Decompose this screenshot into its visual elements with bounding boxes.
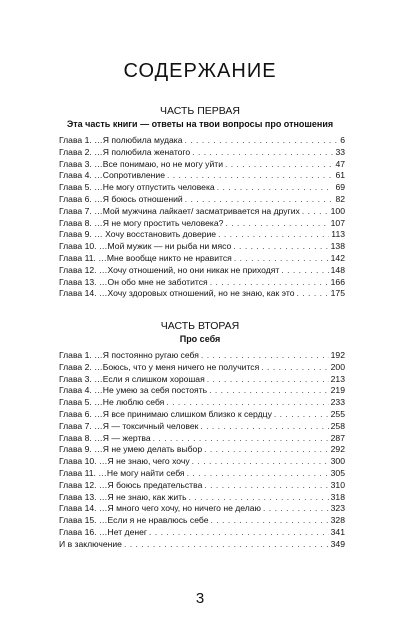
toc-entry xyxy=(59,409,345,421)
dot-leader xyxy=(207,374,329,386)
dot-leader xyxy=(274,409,329,421)
toc-entry xyxy=(59,444,345,456)
dot-leader xyxy=(124,539,329,551)
toc-entry-page: 233 xyxy=(330,397,345,408)
toc-entry-title: Глава 3. …Если я слишком хорошая xyxy=(59,373,205,384)
dot-leader xyxy=(189,492,329,504)
toc-entry xyxy=(59,159,345,171)
dot-leader xyxy=(200,421,328,433)
toc-entry-page: 310 xyxy=(330,479,345,490)
toc-entry-page: 166 xyxy=(330,276,345,287)
toc-entry xyxy=(59,503,345,515)
toc-entry xyxy=(59,147,345,159)
toc-entry-title: Глава 6. …Я все принимаю слишком близко к сердцу xyxy=(59,408,272,419)
toc-entry xyxy=(59,241,345,253)
toc-entry-page: 82 xyxy=(335,193,345,204)
dot-leader xyxy=(204,444,329,456)
toc-entry-page: 341 xyxy=(330,526,345,537)
toc-entry xyxy=(59,182,345,194)
toc-entry xyxy=(59,135,345,147)
toc-entry xyxy=(59,492,345,504)
toc-entry xyxy=(59,194,345,206)
toc-entry-title: Глава 4. …Сопротивление xyxy=(59,170,165,181)
dot-leader xyxy=(302,206,329,218)
toc-entry-title: Глава 5. …Не люблю себя xyxy=(59,397,165,408)
part-two-toc xyxy=(59,350,345,551)
toc-entry xyxy=(59,468,345,480)
toc-entry-page: 328 xyxy=(330,515,345,526)
dot-leader xyxy=(204,480,328,492)
toc-entry-page: 148 xyxy=(330,264,345,275)
toc-entry-page: 219 xyxy=(330,385,345,396)
dot-leader xyxy=(225,218,328,230)
toc-entry-title: Глава 12. …Хочу отношений, но они никак не приходят xyxy=(59,264,280,275)
toc-entry-page: 255 xyxy=(330,408,345,419)
toc-entry-title: Глава 5. …Не могу отпустить человека xyxy=(59,182,215,193)
toc-entry-page: 292 xyxy=(330,444,345,455)
toc-entry-page: 300 xyxy=(330,456,345,467)
dot-leader xyxy=(185,135,339,147)
dot-leader xyxy=(225,159,333,171)
part-one-subtitle: Эта часть книги — ответы на твои вопросы про отношения xyxy=(66,119,334,129)
dot-leader xyxy=(281,265,328,277)
toc-entry xyxy=(59,288,345,300)
toc-entry-page: 47 xyxy=(335,158,345,169)
toc-entry xyxy=(59,374,345,386)
toc-entry-title: Глава 14. …Я много чего хочу, но ничего не делаю xyxy=(59,503,262,514)
dot-leader xyxy=(153,433,329,445)
toc-entry-page: 142 xyxy=(330,252,345,263)
toc-entry xyxy=(59,539,345,551)
toc-entry xyxy=(59,229,345,241)
dot-leader xyxy=(297,288,329,300)
toc-entry-page: 318 xyxy=(330,491,345,502)
dot-leader xyxy=(167,170,333,182)
toc-entry-page: 258 xyxy=(330,420,345,431)
toc-entry-page: 349 xyxy=(330,538,345,549)
toc-entry-page: 287 xyxy=(330,432,345,443)
dot-leader xyxy=(192,147,333,159)
toc-entry xyxy=(59,385,345,397)
toc-entry-title: Глава 4. …Не умею за себя постоять xyxy=(59,385,208,396)
toc-entry-page: 305 xyxy=(330,467,345,478)
toc-entry xyxy=(59,515,345,527)
toc-entry-page: 138 xyxy=(330,241,345,252)
page-number: 3 xyxy=(195,590,205,607)
dot-leader xyxy=(233,241,328,253)
dot-leader xyxy=(185,194,334,206)
dot-leader xyxy=(201,350,329,362)
toc-entry-title: Глава 13. …Он обо мне не заботится xyxy=(59,276,208,287)
toc-entry-title: Глава 14. …Хочу здоровых отношений, но не знаю, как это xyxy=(59,288,295,299)
toc-entry-title: Глава 13. …Я не знаю, как жить xyxy=(59,491,187,502)
toc-entry-title: Глава 8. …Я — жертва xyxy=(59,432,151,443)
dot-leader xyxy=(234,253,329,265)
part-one-heading: ЧАСТЬ ПЕРВАЯ xyxy=(159,105,241,117)
toc-entry-title: Глава 11. …Мне вообще никто не нравится xyxy=(59,252,232,263)
toc-entry-page: 33 xyxy=(335,146,345,157)
toc-entry xyxy=(59,206,345,218)
toc-entry-page: 107 xyxy=(330,217,345,228)
toc-entry xyxy=(59,277,345,289)
dot-leader xyxy=(209,385,329,397)
dot-leader xyxy=(149,527,329,539)
toc-entry xyxy=(59,218,345,230)
toc-entry-page: 69 xyxy=(335,182,345,193)
dot-leader xyxy=(192,456,329,468)
toc-entry-title: Глава 2. …Боюсь, что у меня ничего не получится xyxy=(59,361,260,372)
toc-entry xyxy=(59,362,345,374)
toc-entry-page: 200 xyxy=(330,361,345,372)
toc-entry-page: 192 xyxy=(330,350,345,360)
toc-entry-page: 6 xyxy=(340,135,345,145)
toc-entry-page: 100 xyxy=(330,205,345,216)
toc-entry-page: 323 xyxy=(330,503,345,514)
toc-entry-page: 175 xyxy=(330,288,345,299)
dot-leader xyxy=(261,362,328,374)
toc-entry-title: Глава 6. …Я боюсь отношений xyxy=(59,193,183,204)
toc-entry xyxy=(59,397,345,409)
part-two-subtitle: Про себя xyxy=(179,334,221,344)
toc-entry-title: Глава 9. … Хочу восстановить доверие xyxy=(59,229,217,240)
toc-entry-title: Глава 10. …Я не знаю, чего хочу xyxy=(59,456,190,467)
toc-entry-title: Глава 7. …Я — токсичный человек xyxy=(59,420,199,431)
dot-leader xyxy=(263,503,329,515)
toc-entry-title: Глава 1. …Я постоянно ругаю себя xyxy=(59,350,199,360)
toc-entry xyxy=(59,170,345,182)
dot-leader xyxy=(218,229,329,241)
dot-leader xyxy=(217,182,334,194)
toc-entry-page: 61 xyxy=(335,170,345,181)
toc-entry-title: Глава 11. …Не могу найти себя xyxy=(59,467,185,478)
toc-entry-title: Глава 12. …Я боюсь предательства xyxy=(59,479,203,490)
toc-entry-title: Глава 3. …Все понимаю, но не могу уйти xyxy=(59,158,223,169)
toc-entry xyxy=(59,527,345,539)
toc-entry-page: 213 xyxy=(330,373,345,384)
part-one-toc xyxy=(59,135,345,300)
toc-entry xyxy=(59,265,345,277)
toc-entry xyxy=(59,433,345,445)
toc-entry-title: Глава 9. …Я не умею делать выбор xyxy=(59,444,203,455)
toc-entry-title: И в заключение xyxy=(59,538,122,549)
dot-leader xyxy=(187,468,329,480)
dot-leader xyxy=(211,515,329,527)
toc-entry-title: Глава 15. …Если я не нравлюсь себе xyxy=(59,515,209,526)
toc-entry-title: Глава 16. …Нет денег xyxy=(59,526,148,537)
toc-entry-title: Глава 2. …Я полюбила женатого xyxy=(59,146,191,157)
toc-entry-page: 113 xyxy=(331,229,345,240)
toc-entry xyxy=(59,350,345,362)
toc-entry-title: Глава 8. …Я не могу простить человека? xyxy=(59,217,224,228)
toc-entry xyxy=(59,253,345,265)
toc-entry xyxy=(59,456,345,468)
toc-entry-title: Глава 10. …Мой мужик — ни рыба ни мясо xyxy=(59,241,232,252)
toc-entry-title: Глава 1. …Я полюбила мудака xyxy=(59,135,183,145)
toc-entry-title: Глава 7. …Мой мужчина лайкает/ засматривается на других xyxy=(59,205,300,216)
toc-entry xyxy=(59,480,345,492)
toc-entry xyxy=(59,421,345,433)
page-title: СОДЕРЖАНИЕ xyxy=(123,60,277,82)
dot-leader xyxy=(210,277,329,289)
dot-leader xyxy=(166,397,328,409)
part-two-heading: ЧАСТЬ ВТОРАЯ xyxy=(160,320,240,332)
